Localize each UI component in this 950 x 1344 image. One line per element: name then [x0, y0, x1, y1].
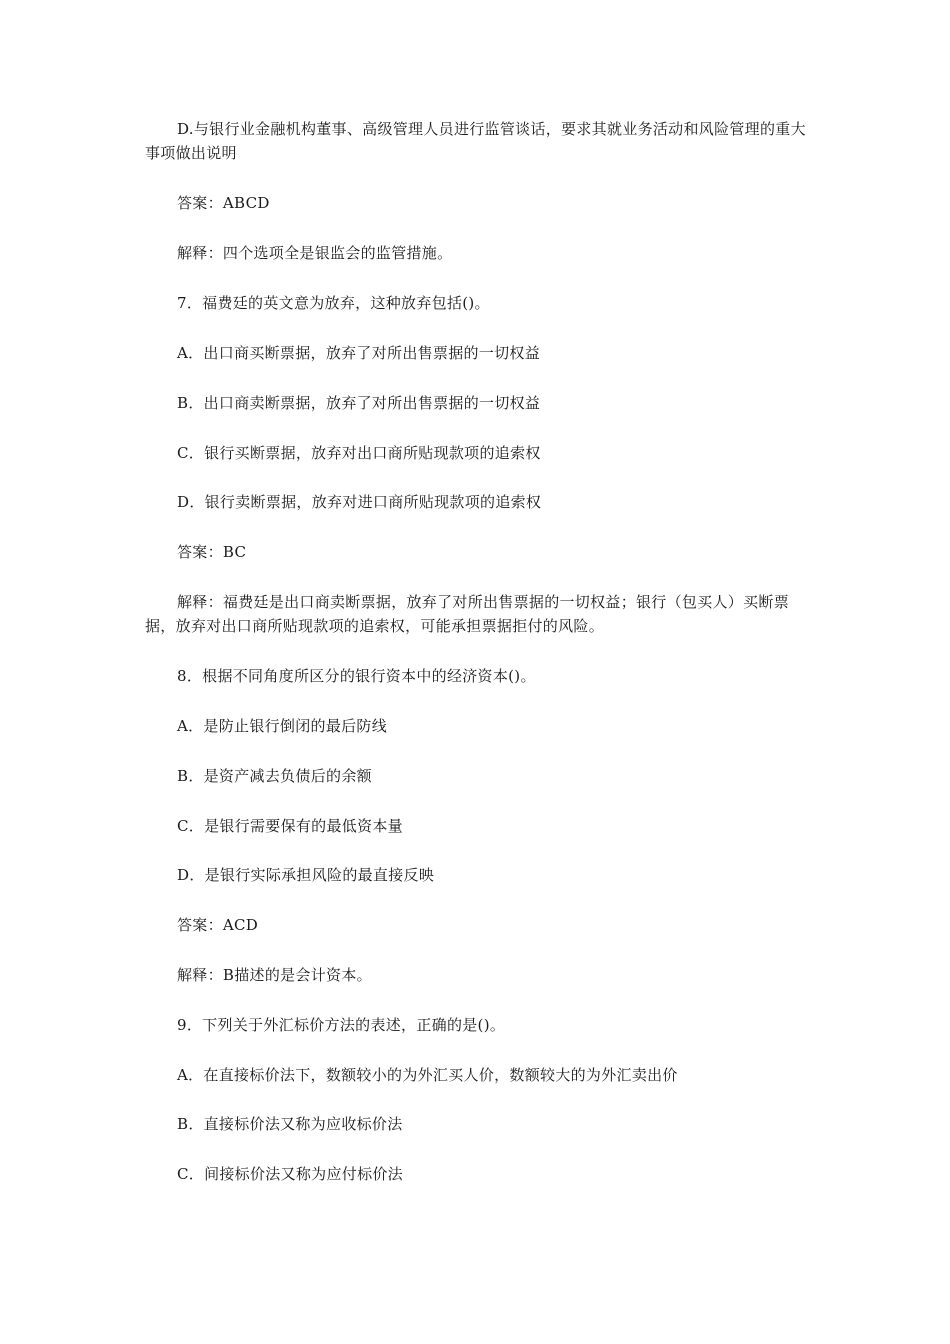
- option-a-q9: A．在直接标价法下，数额较小的为外汇买人价，数额较大的为外汇卖出价: [177, 1066, 678, 1084]
- option-d-q6: D.与银行业金融机构董事、高级管理人员进行监管谈话，要求其就业务活动和风险管理的重大事项做出说明: [145, 120, 806, 162]
- option-b-q8: B．是资产减去负债后的余额: [177, 767, 372, 785]
- option-a-q8: A．是防止银行倒闭的最后防线: [177, 717, 388, 735]
- explanation-q8: 解释：B描述的是会计资本。: [177, 966, 372, 984]
- option-b-q9: B．直接标价法又称为应收标价法: [177, 1115, 403, 1133]
- option-d-q7: D．银行卖断票据，放弃对进口商所贴现款项的追索权: [177, 493, 542, 511]
- answer-q7: 答案：BC: [177, 543, 247, 561]
- question-8: 8．根据不同角度所区分的银行资本中的经济资本()。: [177, 667, 536, 685]
- explanation-q6: 解释：四个选项全是银监会的监管措施。: [177, 244, 453, 262]
- explanation-q7: 解释：福费廷是出口商卖断票据，放弃了对所出售票据的一切权益；银行（包买人）买断票据，放弃对出口商所贴现款项的追索权，可能承担票据拒付的风险。: [145, 593, 790, 635]
- option-a-q7: A．出口商买断票据，放弃了对所出售票据的一切权益: [177, 344, 541, 362]
- question-9: 9．下列关于外汇标价方法的表述，正确的是()。: [177, 1016, 506, 1034]
- option-b-q7: B．出口商卖断票据，放弃了对所出售票据的一切权益: [177, 394, 541, 412]
- option-c-q9: C．间接标价法又称为应付标价法: [177, 1165, 403, 1183]
- answer-q8: 答案：ACD: [177, 916, 259, 934]
- answer-q6: 答案：ABCD: [177, 194, 270, 212]
- question-7: 7．福费廷的英文意为放弃，这种放弃包括()。: [177, 294, 490, 312]
- option-d-q8: D．是银行实际承担风险的最直接反映: [177, 866, 435, 884]
- option-c-q7: C．银行买断票据，放弃对出口商所贴现款项的追索权: [177, 444, 541, 462]
- option-c-q8: C．是银行需要保有的最低资本量: [177, 817, 403, 835]
